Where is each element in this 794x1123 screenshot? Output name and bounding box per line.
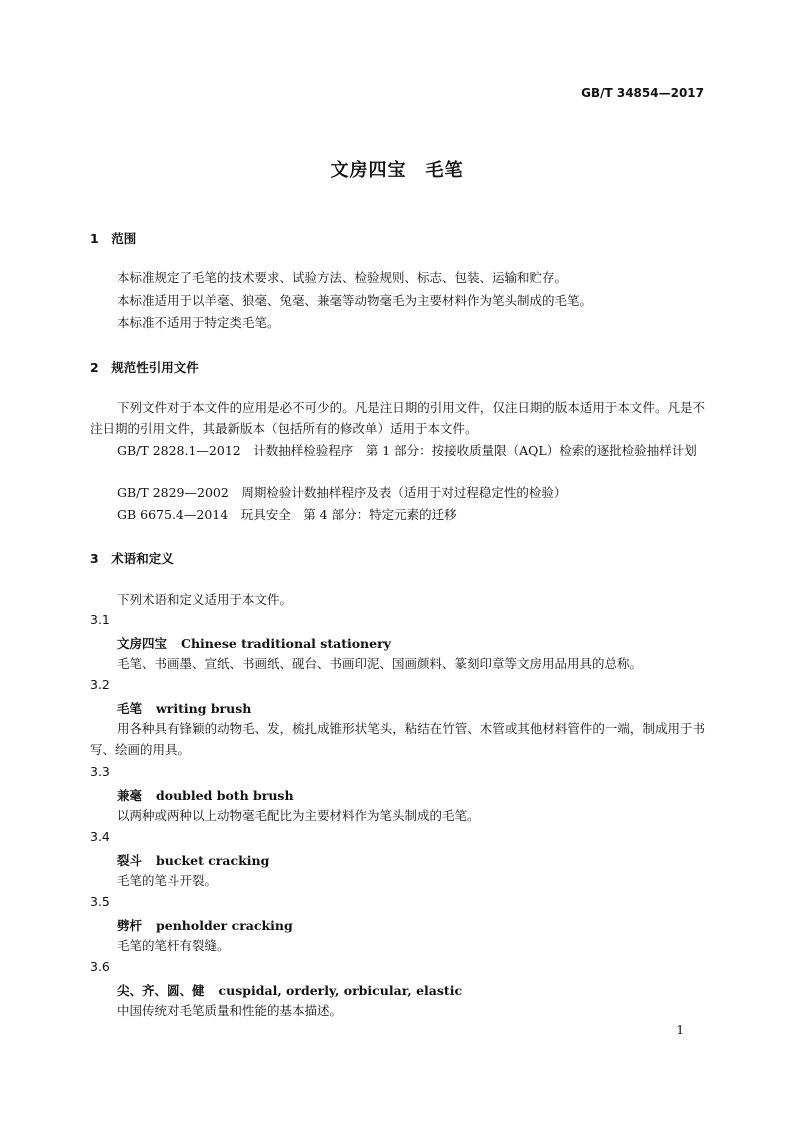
term-heading: [117, 786, 294, 804]
scope-line-1: 本标准规定了毛笔的技术要求、试验方法、检验规则、标志、包装、运输和贮存。: [117, 270, 568, 285]
term-heading: [117, 851, 269, 869]
page-title: 文房四宝 毛笔: [330, 160, 464, 181]
section-heading-terms: 3 术语和定义: [90, 551, 174, 566]
normative-ref-2: GB/T 2829—2002 周期检验计数抽样程序及表（适用于对过程稳定性的检验）: [117, 485, 567, 500]
term-number: 3.2: [90, 677, 110, 692]
term-heading: [117, 916, 293, 934]
term-definition: 用各种具有锋颖的动物毛、发，梳扎成锥形状笔头，粘结在竹管、木管或其他材料管件的一端，制成用于书写、绘画的用具。: [90, 721, 705, 757]
scope-line-3: 本标准不适用于特定类毛笔。: [117, 315, 280, 330]
term-en: bucket cracking: [156, 853, 270, 868]
term-definition: 以两种或两种以上动物毫毛配比为主要材料作为笔头制成的毛笔。: [117, 808, 480, 823]
term-definition: 毛笔的笔杆有裂缝。: [117, 938, 230, 953]
section-heading-scope: 1 范围: [90, 231, 137, 246]
term-zh: 毛笔: [117, 701, 143, 716]
term-definition: 毛笔、书画墨、宣纸、书画纸、砚台、书画印泥、国画颜料、篆刻印章等文房用品用具的总称。: [117, 656, 643, 671]
term-en: cuspidal, orderly, orbicular, elastic: [218, 983, 463, 998]
page-number: 1: [676, 1023, 684, 1037]
term-zh: 兼毫: [117, 788, 143, 803]
term-en: writing brush: [156, 701, 252, 716]
normative-intro: 下列文件对于本文件的应用是必不可少的。凡是注日期的引用文件，仅注日期的版本适用于本文件。凡是不注日期的引用文件，其最新版本（包括所有的修改单）适用于本文件。: [90, 400, 705, 436]
term-number: 3.3: [90, 764, 110, 779]
term-zh: 文房四宝: [117, 636, 168, 651]
term-zh: 尖、齐、圆、健: [117, 983, 205, 998]
term-definition: 毛笔的笔斗开裂。: [117, 873, 218, 888]
term-heading: [117, 634, 391, 652]
term-zh: 裂斗: [117, 853, 143, 868]
term-en: doubled both brush: [156, 788, 294, 803]
term-number: 3.4: [90, 829, 110, 844]
term-heading: [117, 699, 251, 717]
header-standard-number: GB/T 34854—2017: [581, 86, 704, 100]
term-number: 3.1: [90, 612, 110, 627]
term-heading: [117, 981, 462, 999]
normative-ref-3: GB 6675.4—2014 玩具安全 第 4 部分：特定元素的迁移: [117, 507, 457, 522]
terms-intro: 下列术语和定义适用于本文件。: [117, 592, 293, 607]
term-zh: 劈杆: [117, 918, 143, 933]
term-en: penholder cracking: [156, 918, 293, 933]
term-en: Chinese traditional stationery: [181, 636, 391, 651]
normative-ref-1: GB/T 2828.1—2012 计数抽样检验程序 第 1 部分：按接收质量限（AQL）检索的逐批检验抽样计划: [117, 443, 697, 458]
term-number: 3.6: [90, 959, 110, 974]
scope-line-2: 本标准适用于以羊毫、狼毫、兔毫、兼毫等动物毫毛为主要材料作为笔头制成的毛笔。: [117, 293, 593, 308]
section-heading-normative: 2 规范性引用文件: [90, 360, 199, 375]
term-definition: 中国传统对毛笔质量和性能的基本描述。: [117, 1003, 343, 1018]
term-number: 3.5: [90, 894, 110, 909]
